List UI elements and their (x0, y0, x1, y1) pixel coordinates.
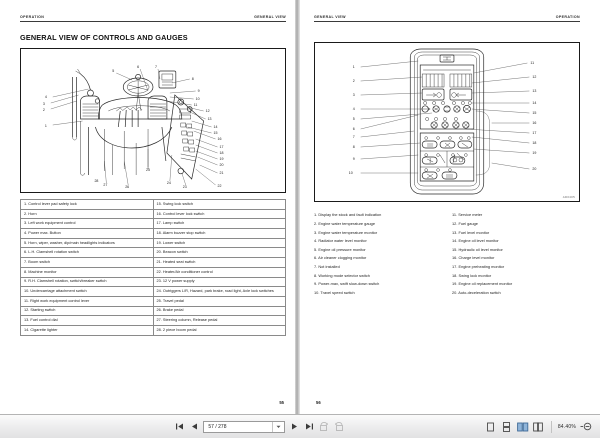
page-folio-right: 56 (316, 400, 321, 405)
list-item: 11. Service meter (452, 212, 483, 218)
table-row (21, 238, 286, 248)
legend-column-right (442, 211, 580, 297)
page-title: GENERAL VIEW OF CONTROLS AND GAUGES (20, 33, 188, 42)
svg-text:13: 13 (207, 116, 212, 122)
figure-code: AD0405 (562, 195, 575, 199)
svg-text:26: 26 (125, 184, 130, 190)
svg-text:5: 5 (352, 116, 355, 122)
next-page-icon (290, 422, 299, 431)
list-item: 13. Fuel level monitor (452, 229, 490, 235)
runhead-left-text: OPERATION (20, 15, 45, 19)
page-number-field[interactable] (203, 421, 285, 433)
list-item: 9. Power-max, swift slow-down switch (314, 281, 380, 287)
zoom-menu-button[interactable] (580, 420, 592, 433)
legend-item: 18. Alarm buzzer stop switch (153, 229, 286, 239)
svg-text:8: 8 (191, 76, 194, 82)
svg-text:4: 4 (352, 106, 355, 112)
svg-text:19: 19 (219, 156, 224, 162)
legend-item: 24. Outriggers L/R, Hazard, park brake, road light, Axle lock switches (153, 287, 286, 297)
svg-text:16: 16 (532, 120, 537, 126)
single-page-view-button[interactable] (485, 420, 497, 433)
legend-item: 19. Lower switch (153, 238, 286, 248)
svg-text:4: 4 (44, 94, 47, 100)
viewer-toolbar (0, 414, 600, 438)
table-row (21, 229, 286, 239)
table-row (21, 277, 286, 287)
list-item: 6. Air cleaner clogging monitor (314, 255, 367, 261)
first-page-button[interactable] (173, 420, 185, 433)
legend-item: 10. Undercarriage attachment switch (21, 287, 154, 297)
legend-item: 1. Control lever pad safety lock (21, 200, 154, 210)
list-item: 19. Engine oil replacement monitor (452, 281, 513, 287)
table-row (21, 248, 286, 258)
svg-text:27: 27 (103, 182, 108, 188)
cab-controls-layout-diagram (20, 48, 286, 193)
last-page-button[interactable] (303, 420, 315, 433)
page-folio-left: 55 (279, 400, 284, 405)
monitor-legend-list (314, 211, 580, 297)
table-row (21, 219, 286, 229)
legend-item: 3. Left work equipment control (21, 219, 154, 229)
page-number-value: 57 / 278 (208, 423, 227, 430)
legend-item: 4. Power max. Button (21, 229, 154, 239)
list-item: 16. Charge level monitor (452, 255, 495, 261)
svg-text:10: 10 (348, 170, 353, 176)
svg-text:21: 21 (219, 170, 224, 176)
header-rule (20, 21, 286, 22)
legend-item: 7. Boom switch (21, 258, 154, 268)
legend-column-left (314, 211, 442, 297)
next-page-button[interactable] (288, 420, 300, 433)
list-item: 2. Engine water temperature gauge (314, 220, 375, 226)
svg-text:17: 17 (532, 130, 537, 136)
svg-text:18: 18 (219, 150, 224, 156)
legend-item: 22. Heater/Air conditioner control (153, 267, 286, 277)
svg-text:3: 3 (352, 92, 355, 98)
navigation-controls (34, 420, 485, 433)
list-item: 1. Display the stock and fault indication (314, 212, 382, 218)
list-item: 3. Engine water temperature monitor (314, 229, 378, 235)
legend-item: 13. Fuel control dial (21, 316, 154, 326)
table-row (21, 296, 286, 306)
two-page-view-button[interactable] (517, 420, 529, 433)
svg-text:25: 25 (146, 167, 151, 173)
table-row (21, 316, 286, 326)
svg-text:10: 10 (195, 96, 200, 102)
runhead-left-text: GENERAL VIEW (314, 15, 346, 19)
two-page-view-icon (517, 422, 529, 432)
rotate-clockwise-icon (334, 422, 344, 432)
zoom-level-value: 84.40% (557, 423, 576, 430)
svg-text:8: 8 (352, 144, 355, 150)
svg-text:6: 6 (137, 64, 140, 70)
previous-page-icon (190, 422, 199, 431)
view-and-zoom-controls (485, 420, 600, 433)
legend-item: 9. R.H. Clamshell rotation, switch/breaker switch (21, 277, 154, 287)
two-page-cover-view-button[interactable] (533, 420, 545, 433)
svg-text:11: 11 (530, 60, 535, 66)
continuous-page-view-icon (502, 422, 511, 432)
svg-text:17: 17 (219, 144, 224, 150)
svg-text:15: 15 (213, 130, 218, 136)
running-head-left-page (20, 10, 286, 19)
legend-item: 15. Swing lock switch (153, 200, 286, 210)
svg-text:20: 20 (219, 162, 224, 168)
svg-text:12: 12 (532, 74, 537, 80)
legend-item: 17. Lamp switch (153, 219, 286, 229)
legend-item: 5. Horn, wiper, washer, dip/main headlights indicators (21, 238, 154, 248)
controls-legend-table (20, 199, 286, 336)
two-page-cover-view-icon (533, 422, 544, 432)
monitor-panel-artwork (315, 43, 579, 201)
chevron-down-icon (275, 423, 282, 430)
svg-text:19: 19 (532, 150, 537, 156)
rotate-clockwise-button[interactable] (333, 420, 345, 433)
list-item: 17. Engine preheating monitor (452, 263, 505, 269)
svg-text:16: 16 (217, 136, 222, 142)
svg-text:1: 1 (352, 64, 355, 70)
svg-text:9: 9 (352, 156, 355, 162)
svg-text:24: 24 (166, 180, 171, 186)
svg-text:7: 7 (154, 64, 157, 70)
legend-item: 16. Control lever lock switch (153, 209, 286, 219)
svg-text:9: 9 (197, 88, 200, 94)
svg-text:2: 2 (42, 107, 45, 113)
toolbar-separator (551, 421, 552, 433)
list-item: 15. Hydraulic oil level monitor (452, 246, 503, 252)
machine-monitor-panel-diagram (314, 42, 580, 202)
previous-page-button[interactable] (188, 420, 200, 433)
svg-text:3: 3 (42, 101, 45, 107)
svg-text:18: 18 (532, 140, 537, 146)
legend-item: 23. 12 V power supply (153, 277, 286, 287)
svg-text:22: 22 (217, 183, 222, 189)
list-item: 20. Auto-deceleration switch (452, 289, 501, 295)
legend-item: 8. Machine monitor (21, 267, 154, 277)
legend-item: 25. Travel pedal (153, 296, 286, 306)
table-row (21, 209, 286, 219)
svg-text:5: 5 (112, 68, 115, 74)
table-row (21, 267, 286, 277)
svg-text:13: 13 (532, 88, 537, 94)
legend-item: 12. Starting switch (21, 306, 154, 316)
legend-item: 2. Horn (21, 209, 154, 219)
list-item: 12. Fuel gauge (452, 220, 478, 226)
svg-text:14: 14 (213, 124, 218, 130)
svg-text:1: 1 (44, 123, 47, 129)
table-row (21, 287, 286, 297)
page-dropdown-button[interactable] (272, 422, 284, 432)
zoom-menu-icon (580, 422, 592, 431)
table-row (21, 306, 286, 316)
svg-text:28: 28 (94, 178, 99, 184)
table-row (21, 258, 286, 268)
header-rule (314, 21, 580, 22)
legend-item: 11. Right work equipment control lever (21, 296, 154, 306)
runhead-right-text: OPERATION (555, 15, 580, 19)
legend-item: 28. 2 piece boom pedal (153, 325, 286, 335)
svg-text:6: 6 (352, 126, 355, 132)
list-item: 18. Swing lock monitor (452, 272, 492, 278)
continuous-page-view-button[interactable] (501, 420, 513, 433)
svg-text:20: 20 (532, 166, 537, 172)
list-item: 14. Engine oil level monitor (452, 238, 499, 244)
legend-item: 26. Brake pedal (153, 306, 286, 316)
runhead-right-text: GENERAL VIEW (254, 15, 286, 19)
svg-text:12: 12 (205, 108, 210, 114)
legend-item: 20. Beacon switch (153, 248, 286, 258)
svg-text:2: 2 (352, 78, 355, 84)
list-item: 7. Not installed (314, 263, 340, 269)
table-row (21, 200, 286, 210)
svg-text:11: 11 (193, 102, 198, 108)
document-page-right (300, 0, 600, 415)
svg-text:15: 15 (532, 110, 537, 116)
legend-item: 6. L.H. Clamshell rotation switch (21, 248, 154, 258)
document-page-left (0, 0, 300, 415)
last-page-icon (305, 422, 314, 431)
running-head-right-page (314, 10, 580, 19)
legend-item: 14. Cigarette lighter (21, 325, 154, 335)
table-row (21, 325, 286, 335)
list-item: 10. Travel speed switch (314, 289, 355, 295)
cab-controls-artwork (21, 49, 285, 192)
list-item: 8. Working mode selector switch (314, 272, 370, 278)
legend-item: 21. Heated seat switch (153, 258, 286, 268)
rotate-counterclockwise-button[interactable] (318, 420, 330, 433)
svg-text:23: 23 (182, 184, 187, 190)
first-page-icon (175, 422, 184, 431)
list-item: 4. Radiator water level monitor (314, 238, 367, 244)
single-page-view-icon (486, 422, 495, 432)
legend-item: 27. Steering column, Release pedal (153, 316, 286, 326)
svg-text:14: 14 (532, 100, 537, 106)
list-item: 5. Engine oil pressure monitor (314, 246, 366, 252)
rotate-counterclockwise-icon (319, 422, 329, 432)
svg-text:7: 7 (352, 134, 355, 140)
